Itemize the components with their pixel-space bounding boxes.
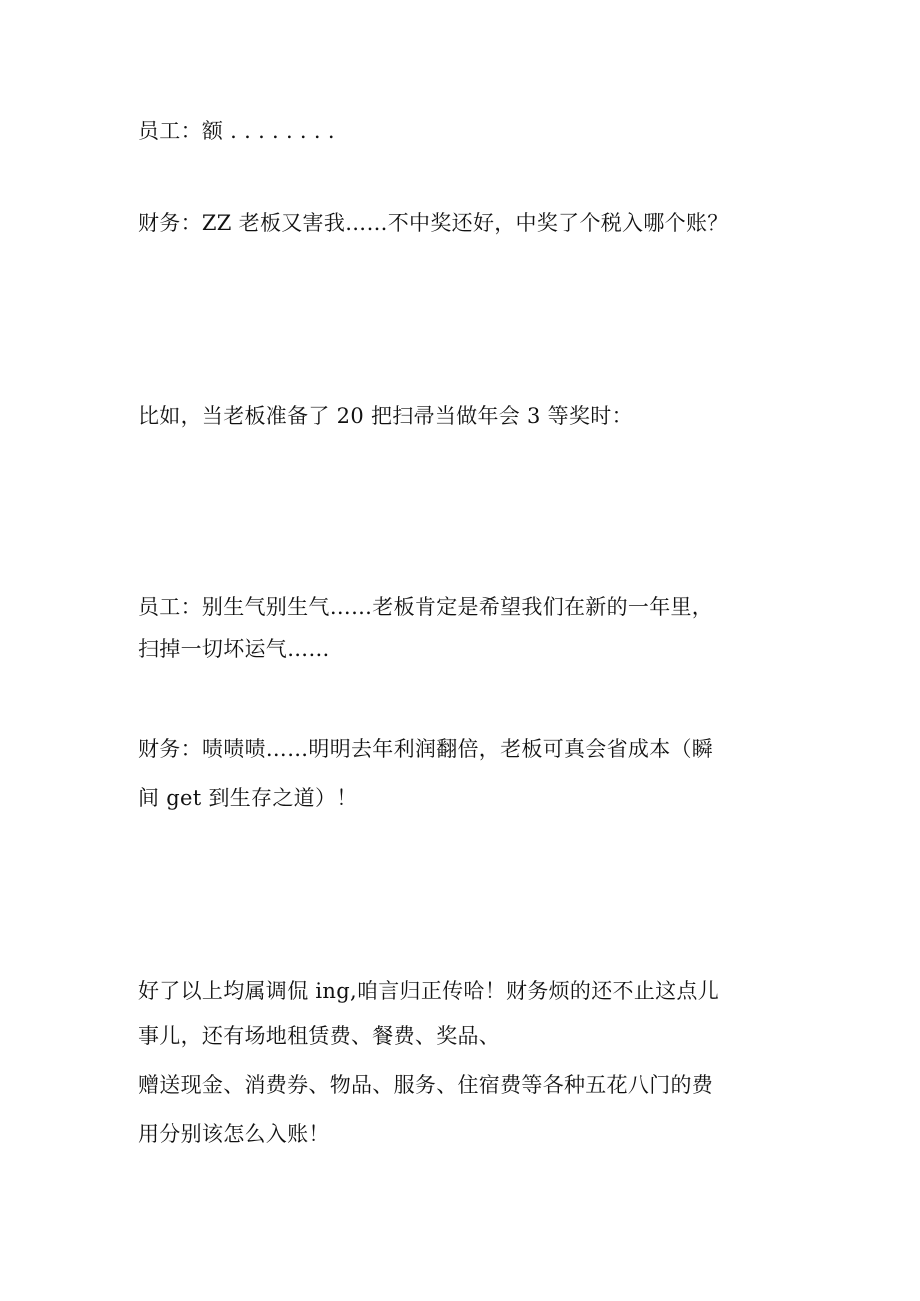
paragraph-summary-line-3: 赠送现金、消费券、物品、服务、住宿费等各种五花八门的费 (138, 1073, 714, 1097)
dialogue-line-employee-2-cont: 扫掉一切坏运气…… (138, 637, 330, 661)
dialogue-line-finance-1: 财务：ZZ 老板又害我……不中奖还好，中奖了个税入哪个账？ (138, 211, 729, 235)
dialogue-line-finance-2-cont: 间 get 到生存之道）！ (138, 786, 358, 810)
dialogue-line-finance-2: 财务：啧啧啧……明明去年利润翻倍，老板可真会省成本（瞬 (138, 737, 714, 761)
paragraph-summary-line-2: 事儿，还有场地租赁费、餐费、奖品、 (138, 1024, 501, 1048)
dialogue-line-employee-1: 员工：额 . . . . . . . . (138, 119, 335, 143)
paragraph-example: 比如，当老板准备了 20 把扫帚当做年会 3 等奖时： (138, 404, 633, 428)
paragraph-summary-line-4: 用分别该怎么入账！ (138, 1122, 330, 1146)
dialogue-line-employee-2: 员工：别生气别生气……老板肯定是希望我们在新的一年里， (138, 595, 714, 619)
paragraph-summary-line-1: 好了以上均属调侃 ing,咱言归正传哈！财务烦的还不止这点儿 (138, 979, 720, 1003)
